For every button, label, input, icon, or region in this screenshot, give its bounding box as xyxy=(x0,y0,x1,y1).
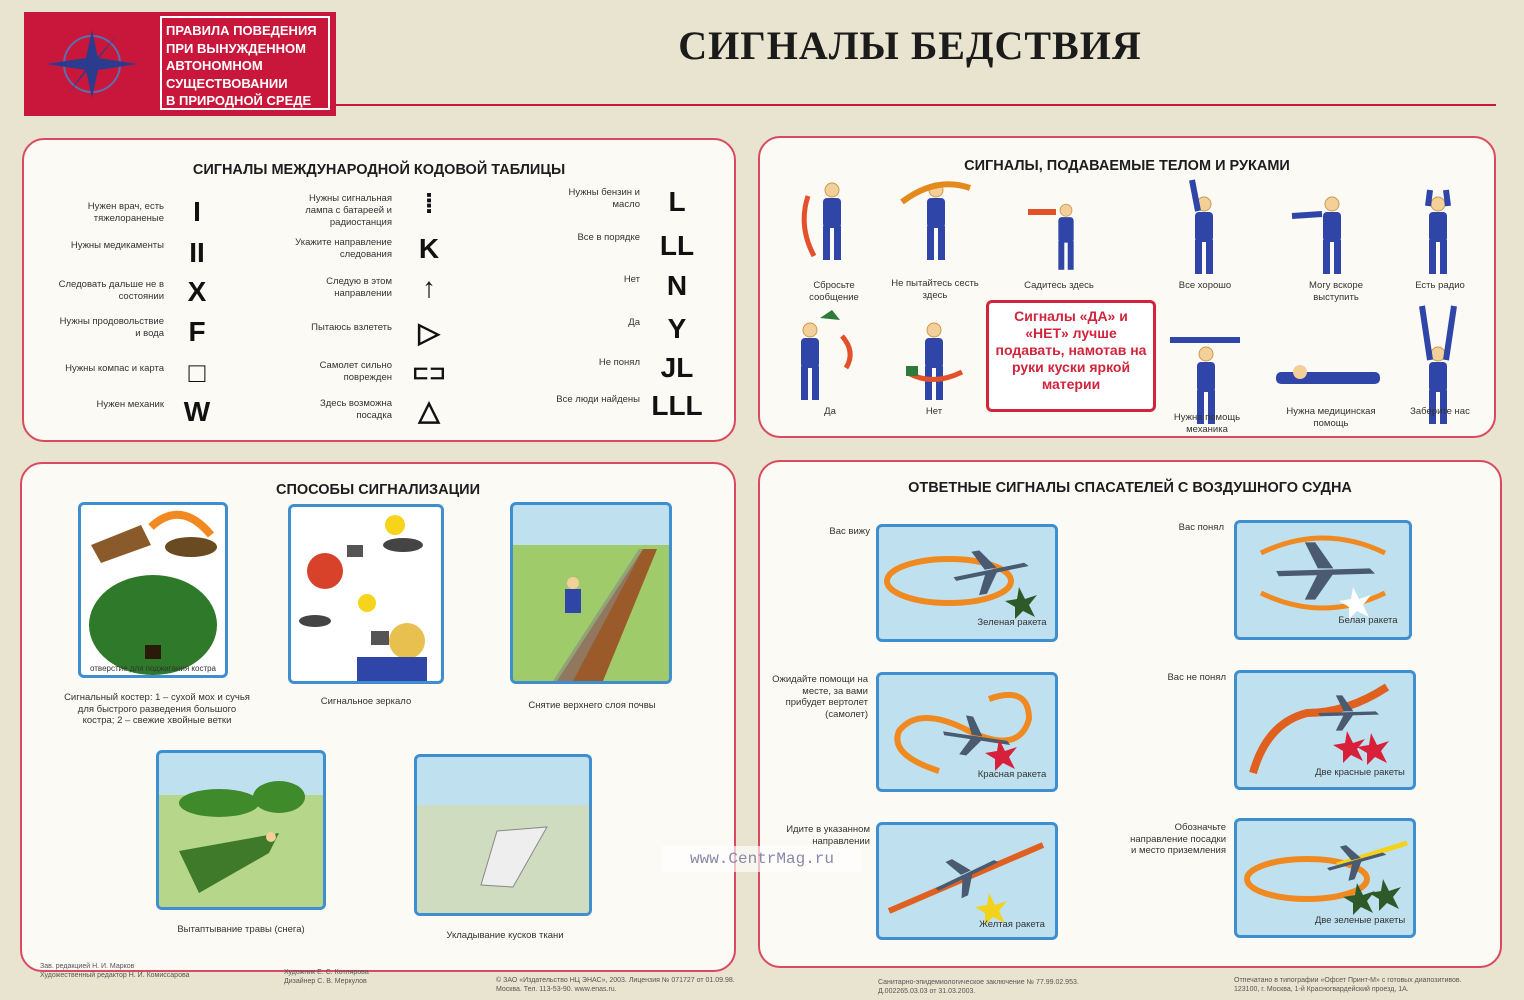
code-label: Следовать дальше не в состоянии xyxy=(58,279,164,302)
header-rule xyxy=(336,104,1496,106)
footer-text: Художественный редактор Н. И. Комиссарова xyxy=(40,972,190,979)
response-label: Вас понял xyxy=(1178,522,1224,533)
response-figure-landing xyxy=(1234,818,1416,938)
code-symbol: K xyxy=(418,233,440,264)
response-figure-see-you xyxy=(876,524,1058,642)
rocket-label: Красная ракета xyxy=(977,769,1047,780)
figure-have-radio xyxy=(1428,190,1448,274)
code-symbol: ▷ xyxy=(418,316,440,348)
figure-yes xyxy=(801,310,850,400)
trample-illustration xyxy=(159,753,323,907)
code-symbol: II xyxy=(189,237,205,268)
response-figure-understood xyxy=(1234,520,1412,640)
response-figure-direction xyxy=(876,822,1058,940)
code-label: Самолет сильно поврежден xyxy=(319,360,392,383)
panel-title: СИГНАЛЫ МЕЖДУНАРОДНОЙ КОДОВОЙ ТАБЛИЦЫ xyxy=(192,162,566,178)
code-label: Не понял xyxy=(598,357,640,368)
figure-drop-message xyxy=(804,183,841,260)
code-symbol: ⁞ xyxy=(424,188,434,219)
code-label: Нужны медикаменты xyxy=(70,240,164,251)
footer-text: 123100, г. Москва, 1-й Красногвардейский проезд, 1А. xyxy=(1234,986,1409,993)
code-label: Нет xyxy=(623,274,640,285)
trample-figure xyxy=(156,750,326,910)
rocket-label: Две красные ракеты xyxy=(1315,767,1405,778)
body-caption: Садитесь здесь xyxy=(1024,280,1094,291)
response-figure-not-understood xyxy=(1234,670,1416,790)
body-caption: Заберите нас xyxy=(1410,406,1470,417)
code-label: Следую в этом направлении xyxy=(326,276,392,299)
code-symbol: LLL xyxy=(651,390,703,421)
response-label: Вас не понял xyxy=(1167,672,1226,683)
code-symbol: △ xyxy=(418,394,440,426)
badge-line: ПРИ ВЫНУЖДЕННОМ xyxy=(166,40,306,56)
method-caption: Сигнальное зеркало xyxy=(320,696,412,707)
footer-text: Д.002265.03.03 от 31.03.2003. xyxy=(878,988,976,995)
response-label: Ожидайте помощи на месте, за вами прибудет вертолет (самолет) xyxy=(772,674,868,720)
footer-text: Зав. редакцией Н. И. Марков xyxy=(40,963,135,970)
body-caption: Могу вскоре выступить xyxy=(1309,280,1363,303)
figure-dont-land xyxy=(902,183,970,260)
compass-star-icon xyxy=(38,24,146,104)
code-symbol: ⊏⊐ xyxy=(412,361,446,384)
code-symbol: N xyxy=(666,270,688,301)
code-label: Нужны продовольствие и вода xyxy=(59,316,164,339)
panel-title: СПОСОБЫ СИГНАЛИЗАЦИИ xyxy=(275,482,481,498)
yes-no-note: Сигналы «ДА» и «НЕТ» лучше подавать, намотав на руки куски яркой материи xyxy=(986,300,1156,412)
body-caption: Все хорошо xyxy=(1178,280,1232,291)
code-symbol: ↑ xyxy=(422,272,436,303)
signal-fire-illustration xyxy=(81,505,225,675)
code-label: Все люди найдены xyxy=(556,394,640,405)
code-label: Нужны компас и карта xyxy=(65,363,164,374)
signal-fire-figure xyxy=(78,502,228,678)
footer-text: Москва. Тел. 113-53-90. www.enas.ru. xyxy=(496,986,617,993)
badge-line: ПРАВИЛА ПОВЕДЕНИЯ xyxy=(166,23,317,38)
code-label: Все в порядке xyxy=(577,232,640,243)
body-caption: Да xyxy=(824,406,836,417)
code-label: Укажите направление следования xyxy=(295,237,392,260)
rocket-label: Зеленая ракета xyxy=(977,617,1047,628)
rocket-label: Желтая ракета xyxy=(979,919,1045,930)
code-label: Нужен врач, есть тяжелораненые xyxy=(87,201,164,224)
response-label: Вас вижу xyxy=(829,526,870,537)
response-label: Обозначьте направление посадки и место приземления xyxy=(1130,822,1226,856)
body-caption: Не пытайтесь сесть здесь xyxy=(891,278,979,301)
fabric-figure xyxy=(414,754,592,916)
method-caption: Вытаптывание травы (снега) xyxy=(177,924,305,935)
panel-title: СИГНАЛЫ, ПОДАВАЕМЫЕ ТЕЛОМ И РУКАМИ xyxy=(964,158,1290,174)
code-label: Нужен механик xyxy=(96,399,164,410)
method-caption: Укладывание кусков ткани xyxy=(446,930,564,941)
footer-text: Санитарно-эпидемиологическое заключение № 77.99.02.953. xyxy=(878,979,1079,986)
method-caption: Сигнальный костер: 1 – сухой мох и сучья для быстрого разведения большого костра; 2 – свежие хвойные ветки xyxy=(64,692,250,726)
watermark: www.CentrMag.ru xyxy=(662,846,862,872)
code-label: Здесь возможна посадка xyxy=(320,398,392,421)
body-caption: Нужна помощь механика xyxy=(1173,412,1241,435)
footer-text: Художник Е. С. Котлярова xyxy=(284,969,369,976)
panel-title: ОТВЕТНЫЕ СИГНАЛЫ СПАСАТЕЛЕЙ С ВОЗДУШНОГО СУДНА xyxy=(908,480,1352,496)
rocket-label: Две зеленые ракеты xyxy=(1314,915,1406,926)
code-symbol: L xyxy=(668,186,686,217)
badge-line: СУЩЕСТВОВАНИИ xyxy=(166,75,288,91)
page-title: СИГНАЛЫ БЕДСТВИЯ xyxy=(678,23,1142,68)
rocket-label: Белая ракета xyxy=(1338,615,1398,626)
footer-text: © ЗАО «Издательство НЦ ЭНАС», 2003. Лицензия № 071727 от 01.09.98. xyxy=(496,977,735,984)
code-symbol: W xyxy=(183,396,211,427)
body-caption: Нет xyxy=(925,406,943,417)
fire-hole-label: отверстие для поджигания костра xyxy=(89,664,217,673)
figure-all-ok xyxy=(1192,180,1213,274)
code-symbol: I xyxy=(193,196,201,227)
figure-need-medical xyxy=(1276,365,1380,384)
code-symbol: F xyxy=(188,316,206,347)
signal-mirror-figure xyxy=(288,504,444,684)
header-badge xyxy=(24,12,336,116)
badge-line: АВТОНОМНОМ xyxy=(166,58,263,73)
topsoil-illustration xyxy=(513,505,669,681)
code-label: Нужны сигнальная лампа с батареей и радиостанция xyxy=(305,193,392,228)
response-label: Идите в указанном направлении xyxy=(786,824,870,847)
method-caption: Снятие верхнего слоя почвы xyxy=(528,700,656,711)
figure-can-proceed xyxy=(1292,197,1341,274)
fabric-illustration xyxy=(417,757,589,913)
topsoil-figure xyxy=(510,502,672,684)
code-symbol: JL xyxy=(660,352,694,383)
code-symbol: □ xyxy=(188,357,206,388)
signal-mirror-illustration xyxy=(291,507,441,681)
code-label: Нужны бензин и масло xyxy=(568,187,640,210)
badge-text xyxy=(160,16,330,110)
code-symbol: Y xyxy=(667,313,687,344)
footer-text: Отпечатано в типографии «Офсет Принт-М» с готовых диапозитивов. xyxy=(1234,977,1462,984)
response-figure-wait xyxy=(876,672,1058,792)
body-caption: Нужна медицинская помощь xyxy=(1286,406,1376,429)
footer-text: Дизайнер С. В. Меркулов xyxy=(284,978,367,985)
badge-line: В ПРИРОДНОЙ СРЕДЕ xyxy=(166,93,312,108)
code-symbol: LL xyxy=(659,230,695,261)
figure-no xyxy=(906,323,962,400)
code-label: Да xyxy=(628,317,640,328)
body-caption: Сбросьте сообщение xyxy=(809,280,859,303)
code-symbol: X xyxy=(187,276,207,307)
figure-land-here xyxy=(1028,204,1074,269)
body-caption: Есть радио xyxy=(1415,280,1465,291)
code-label: Пытаюсь взлететь xyxy=(311,322,392,333)
